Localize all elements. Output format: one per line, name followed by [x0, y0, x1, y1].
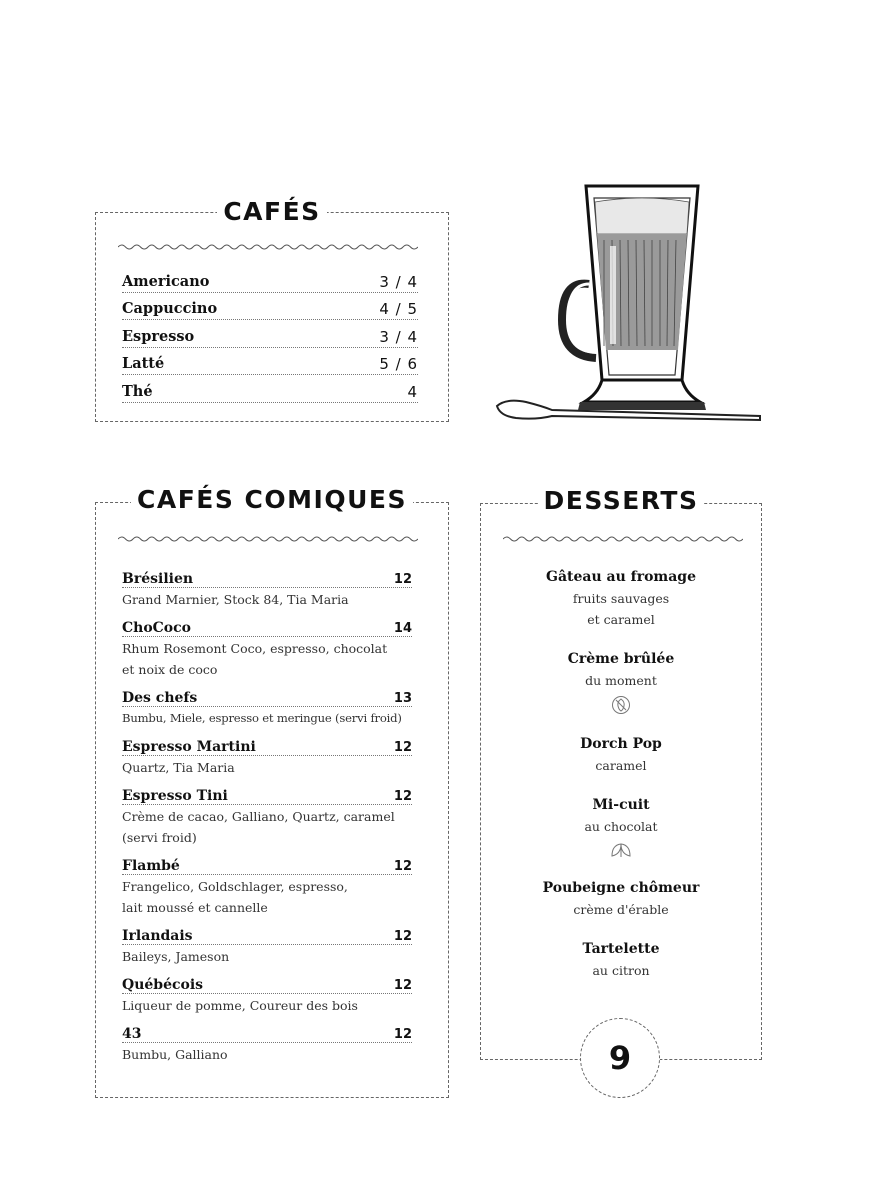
- wavy-divider: [118, 535, 418, 543]
- wavy-divider: [503, 535, 743, 543]
- desserts-title: DESSERTS: [538, 486, 705, 515]
- cafes-title: CAFÉS: [217, 197, 326, 226]
- cafes-comiques-title: CAFÉS COMIQUES: [131, 485, 413, 514]
- desserts-list: [481, 566, 761, 999]
- list-item: Espresso Tini 12 Crème de cacao, Galliano, Quartz, caramel (servi froid): [122, 784, 412, 848]
- list-item: Gâteau au fromage fruits sauvages et caramel: [546, 569, 696, 627]
- list-item: ChoCoco 14 Rhum Rosemont Coco, espresso, chocolat et noix de coco: [122, 616, 412, 680]
- latte-glass-illustration: [492, 180, 764, 428]
- list-item: Latté 5 / 6: [122, 348, 418, 376]
- list-item: Thé 4: [122, 375, 418, 403]
- list-item: Poubeigne chômeur crème d'érable: [542, 880, 700, 917]
- list-item: Québécois 12 Liqueur de pomme, Coureur des bois: [122, 973, 412, 1016]
- leaf-icon: [609, 841, 633, 859]
- cafes-comiques-section: [95, 485, 449, 1098]
- list-item: Espresso Martini 12 Quartz, Tia Maria: [122, 735, 412, 778]
- list-item: Brésilien 12 Grand Marnier, Stock 84, Tia Maria: [122, 567, 412, 610]
- wavy-divider: [118, 243, 418, 251]
- list-item: Des chefs 13 Bumbu, Miele, espresso et meringue (servi froid): [122, 686, 412, 729]
- cafes-comiques-list: [122, 567, 412, 1071]
- list-item: Mi-cuit au chocolat: [481, 794, 761, 859]
- list-item: Irlandais 12 Baileys, Jameson: [122, 924, 412, 967]
- list-item: Crème brûlée du moment: [481, 648, 761, 715]
- list-item: Espresso 3 / 4: [122, 320, 418, 348]
- cafes-list: [122, 265, 418, 403]
- list-item: Tartelette au citron: [582, 941, 660, 978]
- list-item: Flambé 12 Frangelico, Goldschlager, espresso, lait moussé et cannelle: [122, 854, 412, 918]
- cafes-section: [95, 197, 449, 422]
- list-item: Cappuccino 4 / 5: [122, 293, 418, 321]
- list-item: Americano 3 / 4: [122, 265, 418, 293]
- list-item: 43 12 Bumbu, Galliano: [122, 1022, 412, 1065]
- list-item: Dorch Pop caramel: [580, 736, 662, 773]
- nut-free-icon: [611, 695, 631, 715]
- desserts-section: [480, 486, 762, 1060]
- page-number: 9: [580, 1018, 660, 1098]
